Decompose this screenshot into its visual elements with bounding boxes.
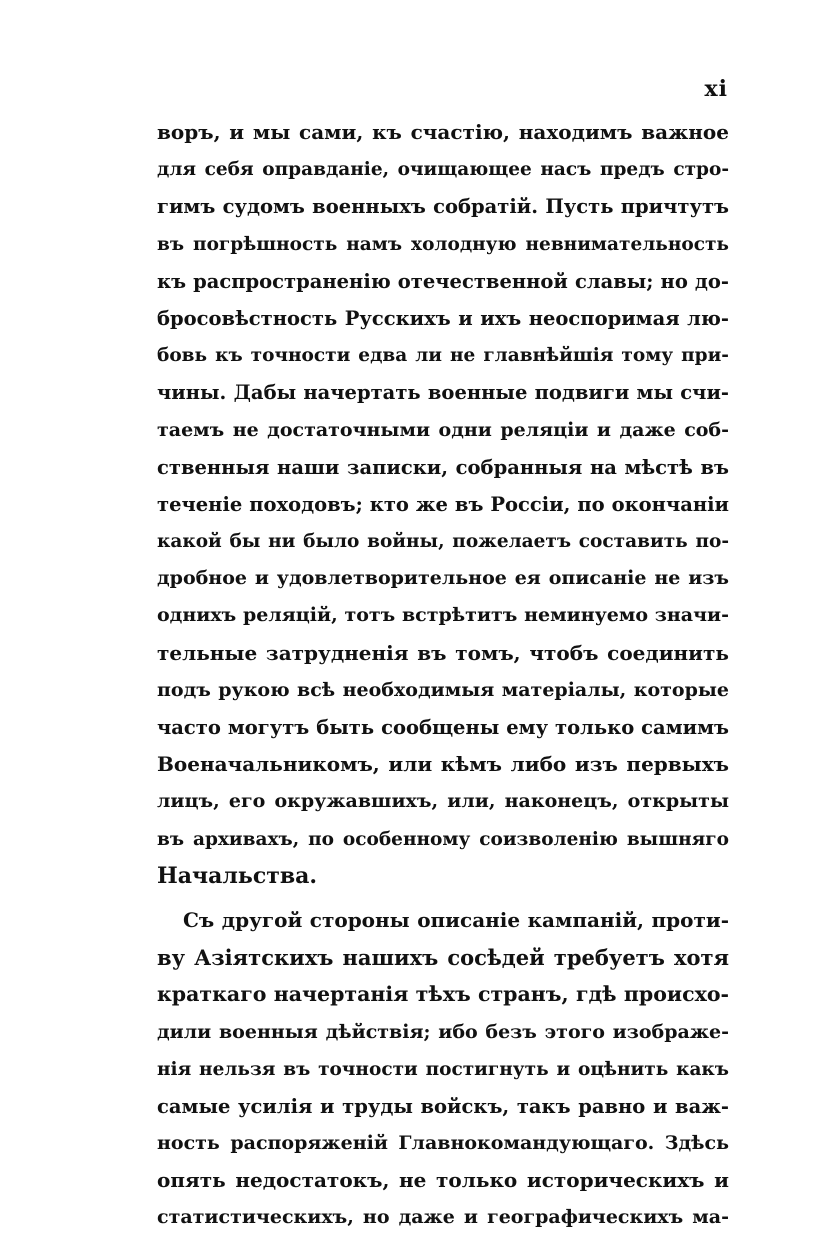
text-line: гимъ судомъ военныхъ собратій. Пусть причтутъ: [157, 195, 729, 219]
text-line: дили военныя дѣйствія; ибо безъ этого изображе-: [157, 1020, 729, 1043]
text-line: нія нельзя въ точности постигнуть и оцѣнить какъ: [157, 1058, 729, 1080]
text-line: теченіе походовъ; кто же въ Россіи, по окончаніи: [157, 492, 729, 516]
text-line: какой бы ни было войны, пожелаетъ составить по-: [157, 531, 729, 553]
text-line: лицъ, его окружавшихъ, или, наконецъ, открыты: [157, 790, 729, 813]
text-line: ву Азіятскихъ нашихъ сосѣдей требуетъ хотя: [157, 945, 729, 971]
text-line: подъ рукою всѣ необходимыя матеріалы, которые: [157, 678, 729, 701]
text-line: тельные затрудненія въ томъ, чтобъ соединить: [157, 640, 729, 665]
text-line: опять недостатокъ, не только историческихъ и: [157, 1168, 729, 1193]
paragraph-gap: [157, 895, 729, 902]
text-line: для себя оправданіе, очищающее насъ предъ стро-: [157, 159, 729, 181]
page-number: xi: [704, 76, 728, 102]
text-line: чины. Дабы начертать военные подвиги мы счи-: [157, 381, 729, 405]
text-line: въ архивахъ, по особенному соизволенію вышняго: [157, 828, 729, 850]
text-line: таемъ не достаточными одни реляціи и даже соб-: [157, 418, 729, 441]
text-line: Начальства.: [157, 862, 318, 889]
text-line: краткаго начертанія тѣхъ странъ, гдѣ происхо-: [157, 982, 729, 1007]
text-line: самые усилія и труды войскъ, такъ равно и важ-: [157, 1094, 729, 1118]
text-line: часто могутъ быть сообщены ему только самимъ: [157, 716, 729, 739]
text-line: Военачальникомъ, или кѣмъ либо изъ первыхъ: [157, 752, 729, 777]
text-line: бовь къ точности едва ли не главнѣйшія тому при-: [157, 345, 729, 367]
text-line: Съ другой стороны описаніе кампаній, проти-: [183, 907, 729, 932]
text-line: въ погрѣшность намъ холодную невнимательность: [157, 233, 729, 255]
text-body: [157, 114, 729, 1237]
text-line: къ распространенію отечественной славы; но до-: [157, 269, 729, 293]
text-line: статистическихъ, но даже и географическихъ ма-: [157, 1206, 729, 1229]
text-line: дробное и удовлетворительное ея описаніе не изъ: [157, 567, 729, 590]
text-line: ность распоряженій Главнокомандующаго. Здѣсь: [157, 1132, 729, 1155]
text-line: ственныя наши записки, собранныя на мѣстѣ въ: [157, 455, 729, 479]
text-line: однихъ реляцій, тотъ встрѣтитъ неминуемо значи-: [157, 604, 729, 627]
text-line: воръ, и мы сами, къ счастію, находимъ важное: [157, 120, 729, 144]
text-line: бросовѣстность Русскихъ и ихъ неоспоримая лю-: [157, 306, 729, 330]
